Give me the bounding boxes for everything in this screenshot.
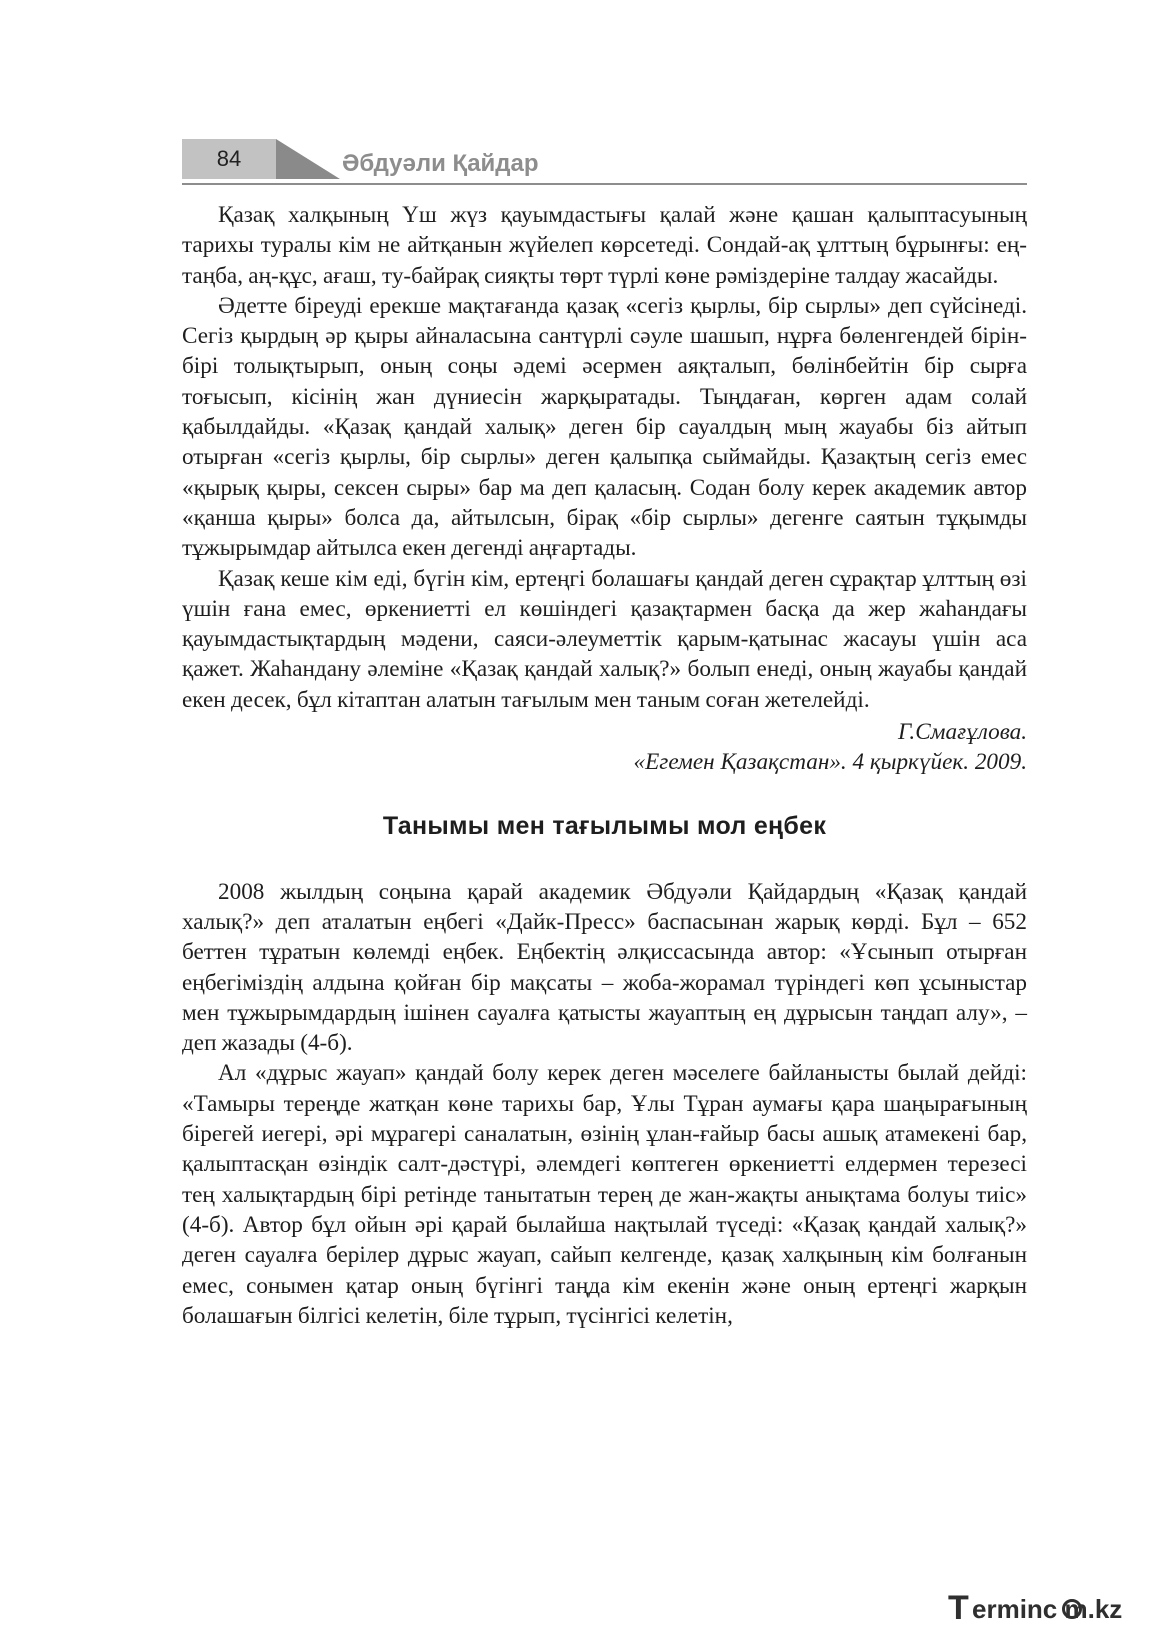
body-text <box>182 200 1027 1331</box>
attribution-source: «Егемен Қазақстан». 4 қыркүйек. 2009. <box>633 749 1027 776</box>
running-head-author: Әбдуәли Қайдар <box>342 150 539 177</box>
magnifier-icon <box>1062 1599 1082 1619</box>
page-header <box>0 0 1158 200</box>
header-tab-wedge <box>276 139 340 179</box>
section-title: Танымы мен тағылымы мол еңбек <box>382 811 827 840</box>
attribution-author: Г.Смағұлова. <box>897 719 1027 746</box>
paragraph: 2008 жылдың соңына қарай академик Әбдуәли Қайдардың «Қазақ қандай халық?» деп аталатын еңбегі «Дайк-Пресс» баспасынан жарық көрді. Бұл – 652 беттен тұратын көлемді еңбек. Еңбектің әлқиссасында автор: «Ұсынып отырған еңбегіміздің алдына қойған бір мақсаты – жоба-жорамал түріндегі көп ұсыныстар мен тұжырымдардың ішінен сауалға қатысты жауаптың ең дұрысын таңдап алу», – деп жазады (4-б). <box>182 878 1027 1057</box>
paragraph: Әдетте біреуді ерекше мақтағанда қазақ «сегіз қырлы, бір сырлы» деп сүйсінеді. Сегіз қырдың әр қыры айналасына сантүрлі сәуле шашып, нұрға бөленгендей бірін-бірі толықтырып, оның соңы әдемі әсермен аяқталып, бөлінбейтін бір сырға тоғысып, кісінің жан дүниесін жарқыратады. Тыңдаған, көрген адам солай қабылдайды. «Қазақ қандай халық» деген бір сауалдың мың жауабы біз айтып отырған «сегіз қырлы, бір сырлы» деген қалыпқа сыймайды. Қазақтың сегіз емес «қырық қыры, сексен сыры» бар ма деп қаласың. Содан болу керек академик автор «қанша қыры» болса да, айтылсын, бірақ «бір сырлы» дегенге саятын тұқымды тұжырымдар айтылса екен дегенді аңғартады. <box>182 292 1027 562</box>
paragraph: Қазақ халқының Үш жүз қауымдастығы қалай және қашан қалыптасуының тарихы туралы кім не айтқанын жүйелеп көрсетеді. Сондай-ақ ұлттың бұрынғы: ең-таңба, аң-құс, ағаш, ту-байрақ сияқты төрт түрлі көне рәміздеріне талдау жасайды. <box>182 202 1027 289</box>
watermark-initial: T <box>948 1589 969 1627</box>
watermark-text: erminc m.kz <box>972 1594 1123 1624</box>
page-number: 84 <box>182 139 276 179</box>
site-watermark <box>948 1590 1130 1626</box>
header-rule <box>182 183 1027 185</box>
paragraph: Ал «дұрыс жауап» қандай болу керек деген мәселеге байланысты былай дейді: «Тамыры тереңде жатқан көне тарихы бар, Ұлы Тұран аумағы қара шаңырағының бірегей иегері, әрі мұрагері саналатын, өзінің ұлан-ғайыр басы ашық атамекені бар, қалыптасқан өзіндік салт-дәстүрі, әлемдегі көптеген өркениетті елдермен терезесі тең халықтардың бірі ретінде танытатын терең де жан-жақты анықтама болуы тиіс» (4-б). Автор бұл ойын әрі қарай былайша нақтылай түседі: «Қазақ қандай халық?» деген сауалға берілер дұрыс жауап, сайып келгенде, қазақ халқының кім болғанын емес, сонымен қатар оның бүгінгі таңда кім екенін және оның ертеңгі жарқын болашағын білгісі келетін, біле тұрып, түсінгісі келетін, <box>182 1060 1027 1329</box>
paragraph: Қазақ кеше кім еді, бүгін кім, ертеңгі болашағы қандай деген сұрақтар ұлттың өзі үшін ғана емес, өркениетті ел көшіндегі қазақтармен басқа да жер жаһандағы қауымдастықтардың мәдени, саяси-әлеуметтік қарым-қатынас жасауы үшін аса қажет. Жаһандану әлеміне «Қазақ қандай халық?» болып енеді, оның жауабы қандай екен десек, бұл кітаптан алатын тағылым мен таным соған жетелейді. <box>182 565 1027 713</box>
